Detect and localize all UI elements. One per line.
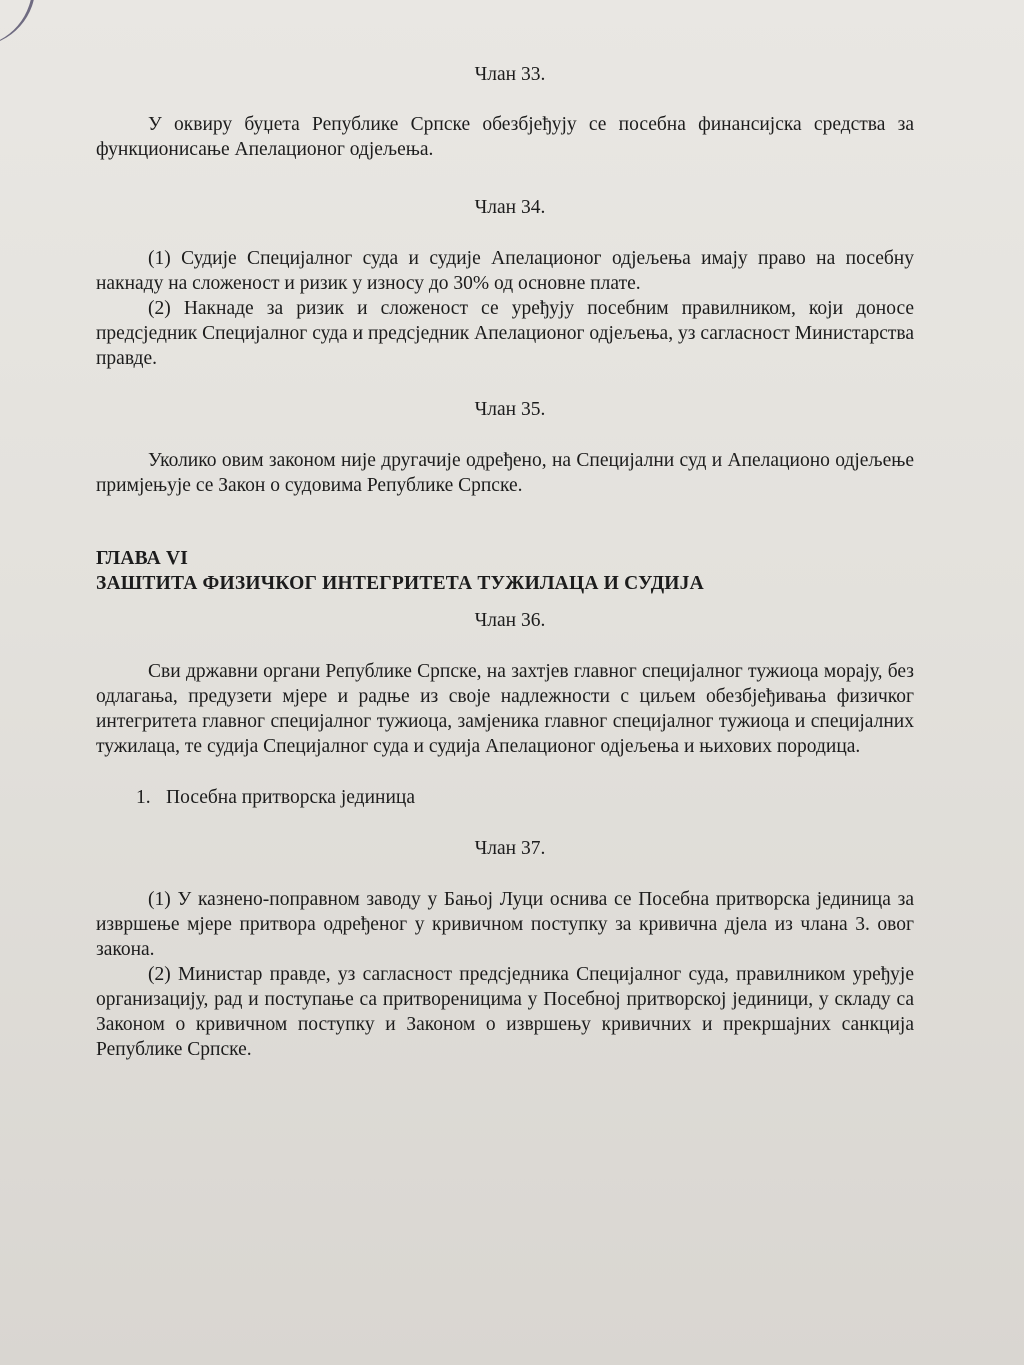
- list-number: 1.: [136, 787, 151, 808]
- article-35-text: Уколико овим законом није другачије одређено, на Специјални суд и Апелационо одјељење примјењује се Закон о судовима Републике Српске.: [96, 450, 914, 496]
- article-34-title: Члан 34.: [474, 197, 546, 218]
- article-35-title: Члан 35.: [474, 399, 546, 420]
- list-label: Посебна притворска јединица: [166, 787, 415, 808]
- pen-mark: [0, 0, 39, 54]
- article-34-paragraph-1: (1) Судије Специјалног суда и судије Апелационог одјељења имају право на посебну накнаду на сложеност и ризик у износу до 30% од основне плате.: [96, 248, 914, 294]
- chapter-title: ЗАШТИТА ФИЗИЧКОГ ИНТЕГРИТЕТА ТУЖИЛАЦА И СУДИЈА: [96, 573, 704, 594]
- document-body: [96, 62, 914, 1062]
- article-36-text: Сви државни органи Републике Српске, на захтјев главног специјалног тужиоца морају, без одлагања, предузети мјере и радње из своје надлежности с циљем обезбјеђивања физичког интегритета главног специјалног тужиоца, замјеника главног специјалног тужиоца и специјалних тужилаца, те судија Специјалног суда и судија Апелационог одјељења и њихових породица.: [96, 661, 914, 757]
- article-33-text: У оквиру буџета Републике Српске обезбјеђују се посебна финансијска средства за функционисање Апелационог одјељења.: [96, 114, 914, 160]
- chapter-heading: ГЛАВА VI: [96, 548, 189, 569]
- article-36-title: Члан 36.: [474, 610, 546, 631]
- article-34-paragraph-2: (2) Накнаде за ризик и сложеност се уређују посебним правилником, који доносе предсједник Специјалног суда и предсједник Апелационог одјељења, уз сагласност Министарства правде.: [96, 298, 914, 369]
- article-37-title: Члан 37.: [474, 838, 546, 859]
- article-33-title: Члан 33.: [474, 64, 546, 85]
- article-37-paragraph-1: (1) У казнено-поправном заводу у Бањој Луци оснива се Посебна притворска јединица за извршење мјере притвора одређеног у кривичном поступку за кривична дјела из члана 3. овог закона.: [96, 889, 914, 960]
- list-item: [96, 785, 914, 810]
- article-37-paragraph-2: (2) Министар правде, уз сагласност предсједника Специјалног суда, правилником уређује организацију, рад и поступање са притвореницима у Посебној притворској јединици, у складу са Законом о кривичном поступку и Законом о извршењу кривичних и прекршајних санкција Републике Српске.: [96, 964, 914, 1060]
